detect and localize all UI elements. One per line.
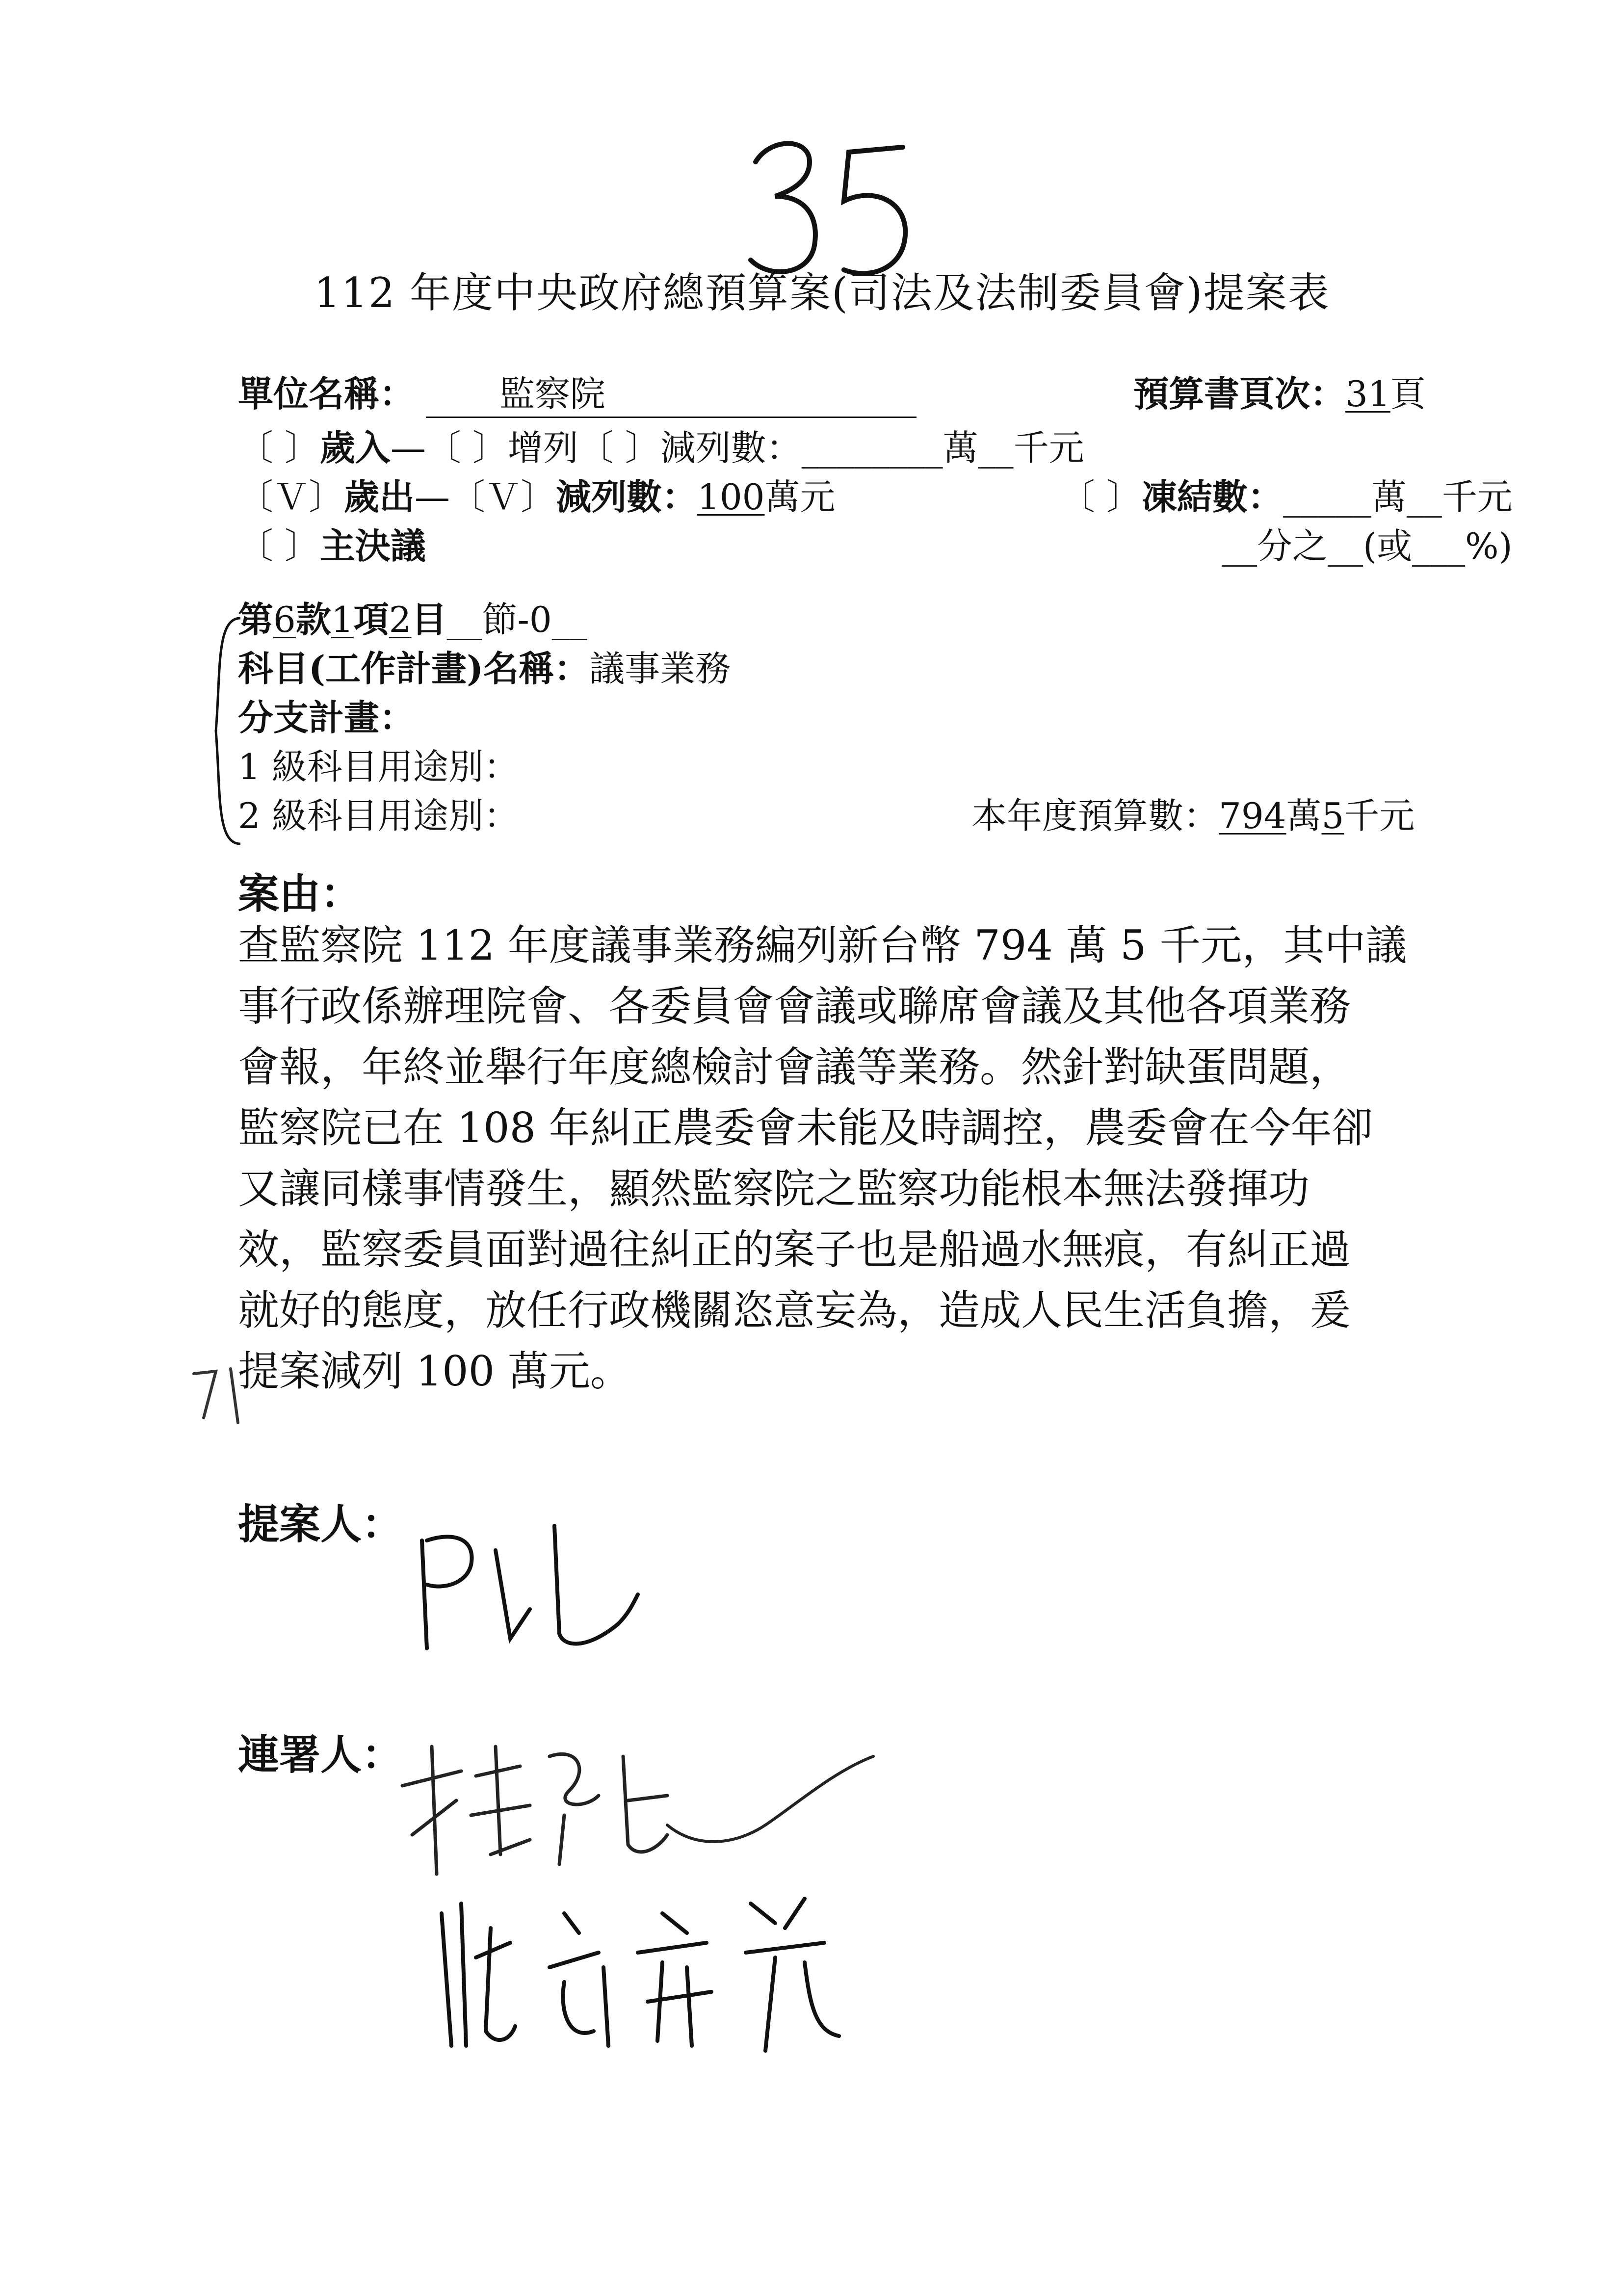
page-suffix: 頁 [1390, 373, 1426, 415]
income-checkbox: 〔 〕 [238, 427, 320, 469]
proposer-label: 提案人： [238, 1500, 403, 1548]
xiang-value: 1 [331, 599, 354, 640]
fraction-row: __分之__(或___%) [1222, 525, 1513, 567]
level2-label: 2 級科目用途別： [238, 795, 519, 836]
budget-label: 本年度預算數： [971, 795, 1219, 836]
cosigner-signature-2 [432, 1884, 854, 2070]
budget-qian: 5 [1321, 795, 1344, 836]
budget-qian-unit: 千元 [1344, 795, 1415, 836]
proposer-signature [412, 1511, 667, 1668]
freeze-row [1060, 469, 1513, 520]
document-title: 112 年度中央政府總預算案(司法及法制委員會)提案表 [314, 269, 1330, 317]
unit-value-text: 監察院 [499, 373, 605, 415]
reason-line: 又讓同樣事情發生，顯然監察院之監察功能根本無法發揮功 [238, 1165, 1310, 1213]
subject-row [238, 640, 731, 691]
page-value: 31 [1345, 373, 1390, 415]
cosigner-label: 連署人： [238, 1730, 403, 1779]
kuan-value: 6 [273, 599, 296, 640]
income-label: 歲入 [319, 427, 391, 469]
expense-cut-checkbox: —〔Ｖ〕 [415, 476, 556, 518]
budget-wan-unit: 萬 [1286, 795, 1322, 836]
expense-cut-label: 減列數： [556, 476, 698, 518]
expense-row [238, 469, 836, 520]
reason-line: 提案減列 100 萬元。 [238, 1347, 631, 1395]
expense-cut-unit: 萬元 [764, 476, 836, 518]
resolution-label: 主決議 [319, 525, 426, 567]
item-code-row [238, 591, 587, 642]
kuan-label: 第 [238, 599, 274, 640]
reason-body [238, 915, 1407, 1402]
mu-value: 2 [389, 599, 412, 640]
page-label: 預算書頁次： [1133, 373, 1346, 415]
branch-label: 分支計畫： [238, 697, 415, 738]
freeze-rest: _____萬__千元 [1283, 476, 1513, 518]
level1-label: 1 級科目用途別： [238, 746, 519, 787]
resolution-checkbox: 〔 〕 [238, 525, 320, 567]
unit-label: 單位名稱： [238, 373, 415, 415]
reason-line: 效，監察委員面對過往糾正的案子也是船過水無痕，有糾正過 [238, 1226, 1351, 1274]
cosigner-signature-1 [393, 1727, 883, 1884]
budget-row [971, 787, 1414, 838]
reason-line: 會報，年終並舉行年度總檢討會議等業務。然針對缺蛋問題， [238, 1043, 1351, 1091]
freeze-label: 凍結數： [1141, 476, 1283, 518]
subject-value: 議事業務 [589, 648, 731, 689]
income-row [238, 419, 1084, 470]
reason-line: 查監察院 112 年度議事業務編列新台幣 794 萬 5 千元，其中議 [238, 921, 1407, 969]
reason-line: 事行政係辦理院會、各委員會會議或聯席會議及其他各項業務 [238, 982, 1351, 1030]
expense-label: 歲出 [344, 476, 415, 518]
expense-checkbox: 〔Ｖ〕 [238, 476, 344, 518]
budget-wan: 794 [1219, 795, 1286, 836]
resolution-row [238, 518, 426, 569]
expense-cut-value: 100 [697, 476, 765, 518]
mu-suffix: 目 [411, 599, 447, 640]
freeze-checkbox: 〔 〕 [1060, 476, 1142, 518]
subject-label: 科目(工作計畫)名稱： [238, 648, 590, 689]
jie-text: __節-0__ [446, 599, 587, 640]
kuan-suffix: 款 [295, 599, 331, 640]
unit-value [426, 365, 917, 418]
page-row [1133, 365, 1426, 417]
income-rest: —〔 〕增列〔 〕減列數：________萬__千元 [390, 427, 1084, 469]
handwritten-margin-note [189, 1364, 267, 1428]
reason-line: 就好的態度，放任行政機關恣意妄為，造成人民生活負擔，爰 [238, 1286, 1351, 1334]
reason-label: 案由： [238, 869, 362, 918]
reason-line: 監察院已在 108 年糾正農委會未能及時調控，農委會在今年卻 [238, 1104, 1373, 1152]
unit-row [238, 365, 917, 418]
xiang-suffix: 項 [353, 599, 389, 640]
